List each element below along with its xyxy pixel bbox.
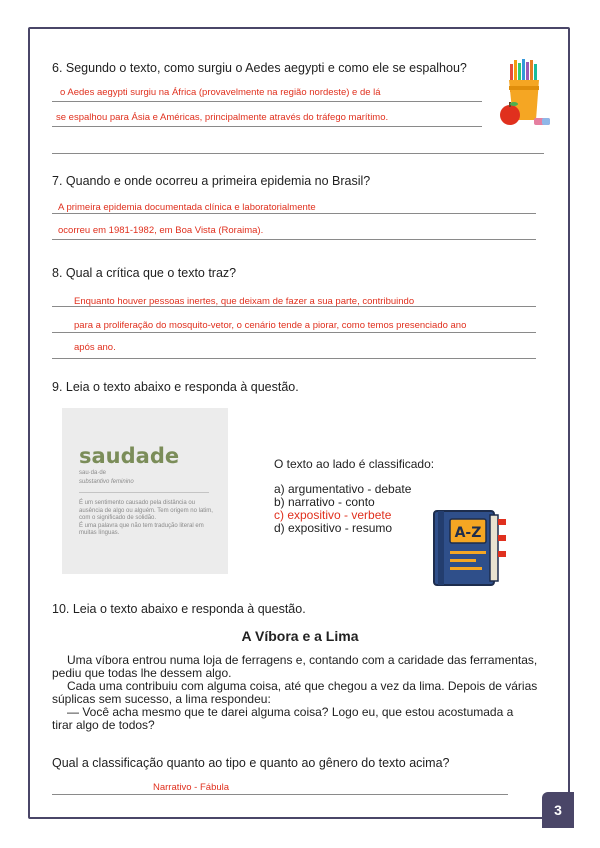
page-number-badge: 3: [542, 792, 574, 828]
answer-line: [52, 332, 536, 333]
answer-line: [52, 306, 536, 307]
q9-options: [274, 483, 411, 535]
fable-p2-line2: súplicas sem sucesso, a lima respondeu:: [52, 692, 271, 706]
text-title: A Víbora e a Lima: [241, 628, 359, 644]
answer-line: [52, 101, 482, 102]
answer-line: [52, 358, 536, 359]
fable-text: [52, 654, 548, 732]
answer-line: [52, 794, 508, 795]
fable-p3-line2: tirar algo de todos?: [52, 718, 155, 732]
q9-prompt: O texto ao lado é classificado:: [274, 457, 435, 471]
q6-answer-line1[interactable]: o Aedes aegypti surgiu na África (provavelmente na região nordeste) e de lá: [60, 87, 381, 98]
q8-answer-line1[interactable]: Enquanto houver pessoas inertes, que deixam de fazer a sua parte, contribuindo: [74, 296, 415, 307]
q9-question: 9. Leia o texto abaixo e responda à questão.: [52, 380, 299, 394]
answer-line: [52, 126, 482, 127]
card-divider: [79, 492, 209, 493]
q7-answer-line1[interactable]: A primeira epidemia documentada clínica e laboratorialmente: [58, 202, 316, 213]
card-definition-2: É uma palavra que não tem tradução literal em muitas línguas.: [79, 522, 204, 536]
option-c-selected[interactable]: c) expositivo - verbete: [274, 508, 392, 522]
fable-p3-line1: — Você acha mesmo que te darei alguma coisa? Logo eu, que estou acostumada a: [67, 705, 514, 719]
option-b[interactable]: b) narrativo - conto: [274, 495, 375, 509]
q6-answer-line2[interactable]: se espalhou para Ásia e Américas, principalmente através do tráfego marítimo.: [56, 112, 389, 123]
option-d[interactable]: d) expositivo - resumo: [274, 521, 393, 535]
dictionary-book-icon: [430, 507, 514, 589]
card-pronunciation: sau·da·de: [79, 470, 107, 476]
q7-answer-line2[interactable]: ocorreu em 1981-1982, em Boa Vista (Roraima).: [58, 225, 264, 236]
q8-answer-line3[interactable]: após ano.: [74, 342, 116, 353]
saudade-dictionary-card: [62, 408, 228, 574]
fable-p1-line1: Uma víbora entrou numa loja de ferragens e, contando com a caridade das ferramentas,: [67, 653, 538, 667]
q8-question: 8. Qual a crítica que o texto traz?: [52, 266, 237, 280]
answer-line: [52, 213, 536, 214]
card-word: saudade: [79, 444, 180, 468]
book-label: A-Z: [454, 525, 482, 541]
pencil-cup-icon: [498, 58, 554, 130]
q7-question: 7. Quando e onde ocorreu a primeira epidemia no Brasil?: [52, 174, 371, 188]
q10-answer[interactable]: Narrativo - Fábula: [153, 782, 230, 793]
q6-question: 6. Segundo o texto, como surgiu o Aedes aegypti e como ele se espalhou?: [52, 61, 467, 75]
option-a[interactable]: a) argumentativo - debate: [274, 482, 412, 496]
answer-line: [52, 153, 544, 154]
card-definition-1: É um sentimento causado pela distância ou ausência de algo ou alguém. Tem origem no latim, com o significado de solidão.: [79, 500, 213, 521]
q10-question: 10. Leia o texto abaixo e responda à questão.: [52, 602, 306, 616]
apple-icon: [500, 105, 520, 125]
fable-p2-line1: Cada uma contribuiu com alguma coisa, até que chegou a vez da lima. Depois de várias: [67, 679, 538, 693]
fable-p1-line2: pediu que todas lhe dessem algo.: [52, 666, 232, 680]
q10-question2: Qual a classificação quanto ao tipo e quanto ao gênero do texto acima?: [52, 756, 450, 770]
q8-answer-line2[interactable]: para a proliferação do mosquito-vetor, o cenário tende a piorar, como temos presenciado ano: [74, 320, 467, 331]
card-word-class: substantivo feminino: [79, 479, 134, 485]
answer-line: [52, 239, 536, 240]
card-definition: [79, 500, 214, 538]
